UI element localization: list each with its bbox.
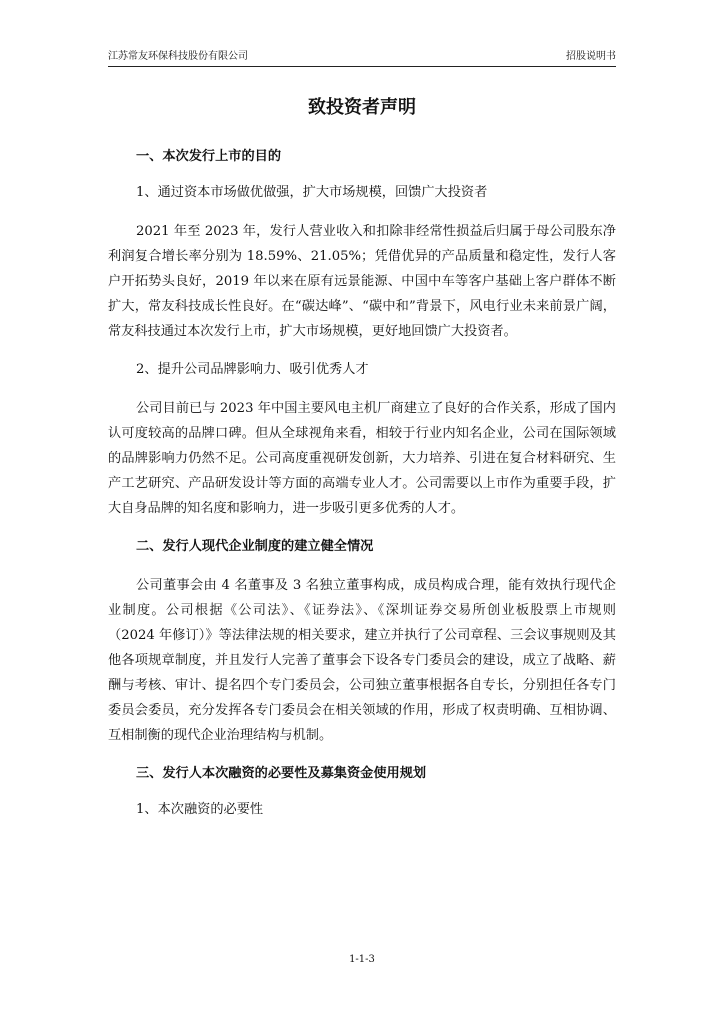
subheading-brand-talent: 2、提升公司品牌影响力、吸引优秀人才: [136, 362, 369, 377]
paragraph-governance: 公司董事会由 4 名董事及 3 名独立董事构成，成员构成合理，能有效执行现代企业制度。公司根据《公司法》、《证券法》、《深圳证券交易所创业板股票上市规则（2024 年修订）》等法律法规的相关要求，建立并执行了公司章程、三会议事规则及其他各项规章制度，并且发行人完善了董事会下设各专门委员会的建设，成立了战略、薪酬与考核、审计、提名四个专门委员会，公司独立董事根据各自专长，分别担任各专门委员会委员，充分发挥各专门委员会在相关领域的作用，形成了权责明确、互相协调、互相制衡的现代企业治理结构与机制。: [108, 578, 616, 743]
document-title: 致投资者声明: [308, 97, 416, 118]
document-body: [108, 147, 616, 836]
page-number: 1-1-3: [349, 954, 375, 965]
paragraph-brand: 公司目前已与 2023 年中国主要风电主机厂商建立了良好的合作关系，形成了国内认可度较高的品牌口碑。但从全球视角来看，相较于行业内知名企业，公司在国际领域的品牌影响力仍然不足。公司高度重视研发创新，大力培养、引进在复合材料研究、生产工艺研究、产品研发设计等方面的高端专业人才。公司需要以上市作为重要手段，扩大自身品牌的知名度和影响力，进一步吸引更多优秀的人才。: [108, 401, 616, 516]
page-header: [108, 50, 616, 67]
subheading-market-scale: 1、通过资本市场做优做强，扩大市场规模，回馈广大投资者: [136, 185, 488, 200]
paragraph-growth: 2021 年至 2023 年，发行人营业收入和扣除非经常性损益后归属于母公司股东净利润复合增长率分别为 18.59%、21.05%；凭借优异的产品质量和稳定性，发行人客户开拓势头良好，2019 年以来在原有远景能源、中国中车等客户基础上客户群体不断扩大，常友科技成长性良好。在“碳达峰”、“碳中和”背景下，风电行业未来前景广阔，常友科技通过本次发行上市，扩大市场规模，更好地回馈广大投资者。: [108, 224, 616, 339]
subheading-financing-necessity: 1、本次融资的必要性: [136, 802, 264, 817]
section-heading-financing: 三、发行人本次融资的必要性及募集资金使用规划: [136, 766, 427, 781]
section-heading-governance: 二、发行人现代企业制度的建立健全情况: [136, 539, 374, 554]
section-heading-purpose: 一、本次发行上市的目的: [136, 149, 282, 164]
header-company-name: 江苏常友环保科技股份有限公司: [108, 51, 248, 62]
header-document-type: 招股说明书: [566, 51, 616, 62]
